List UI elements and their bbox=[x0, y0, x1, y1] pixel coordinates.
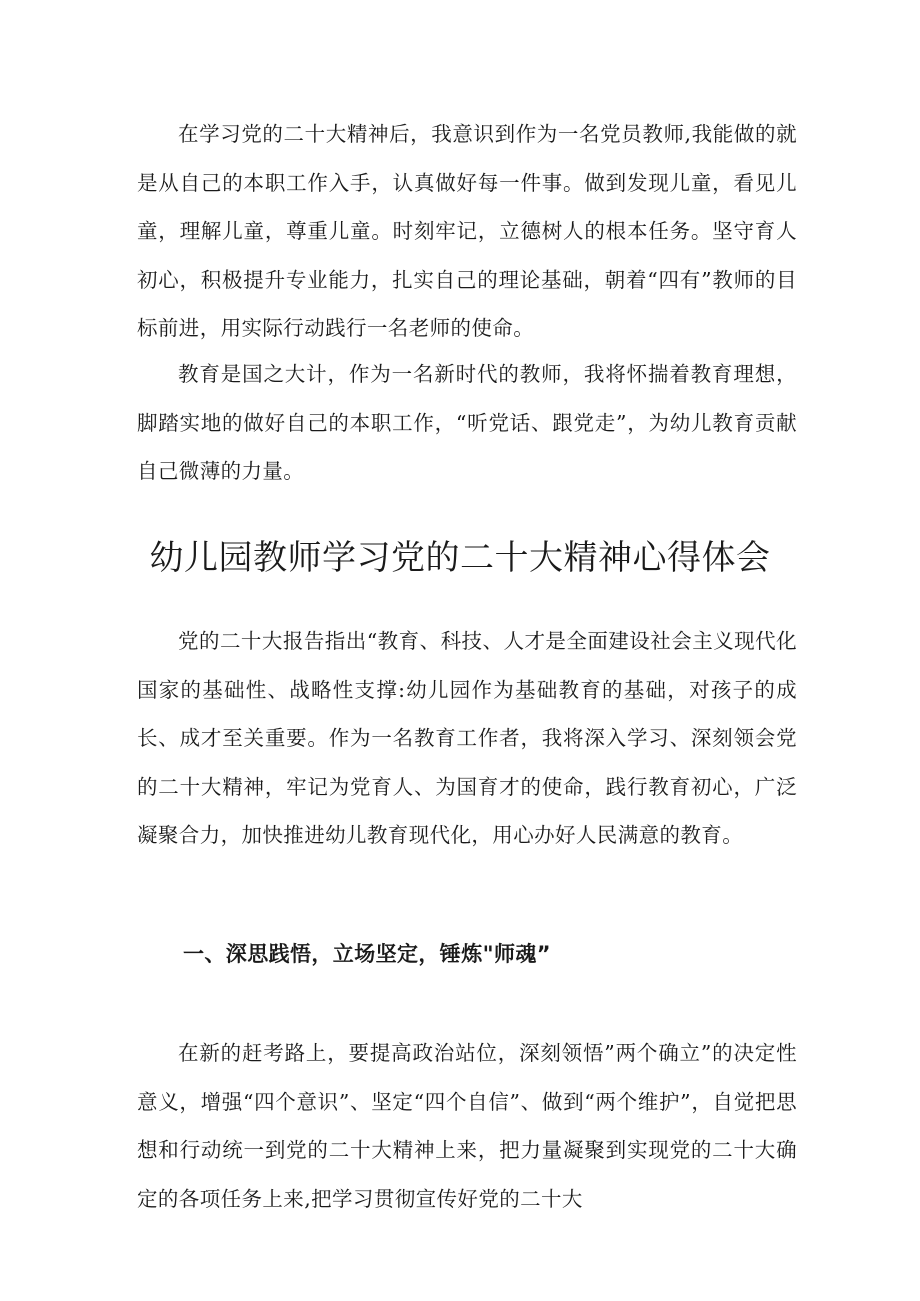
body-paragraph-2: 教育是国之大计，作为一名新时代的教师，我将怀揣着教育理想，脚踏实地的做好自己的本职工作，“听党话、跟党走”，为幼儿教育贡献自己微薄的力量。 bbox=[137, 362, 797, 483]
article-title: 幼儿园教师学习党的二十大精神心得体会 bbox=[149, 538, 771, 578]
body-paragraph-3: 党的二十大报告指出“教育、科技、人才是全面建设社会主义现代化国家的基础性、战略性支撑:幼儿园作为基础教育的基础，对孩子的成长、成才至关重要。作为一名教育工作者，我将深入学习、深刻领会党的二十大精神，牢记为党育人、为国育才的使命，践行教育初心，广泛凝聚合力，加快推进幼儿教育现代化，用心办好人民满意的教育。 bbox=[137, 629, 797, 847]
body-paragraph-1: 在学习党的二十大精神后，我意识到作为一名党员教师,我能做的就是从自己的本职工作入手，认真做好每一件事。做到发现儿童，看见儿童，理解儿童，尊重儿童。时刻牢记，立德树人的根本任务。坚守育人初心，积极提升专业能力，扎实自己的理论基础，朝着“四有”教师的目标前进，用实际行动践行一名老师的使命。 bbox=[137, 122, 797, 340]
section-heading-1: 一、深思践悟，立场坚定，锤炼"师魂” bbox=[183, 942, 551, 966]
body-paragraph-4: 在新的赶考路上，要提高政治站位，深刻领悟”两个确立”的决定性意义，增强“四个意识”、坚定“四个自信”、做到“两个维护”，自觉把思想和行动统一到党的二十大精神上来，把力量凝聚到实现党的二十大确定的各项任务上来,把学习贯彻宣传好党的二十大 bbox=[137, 1041, 797, 1211]
